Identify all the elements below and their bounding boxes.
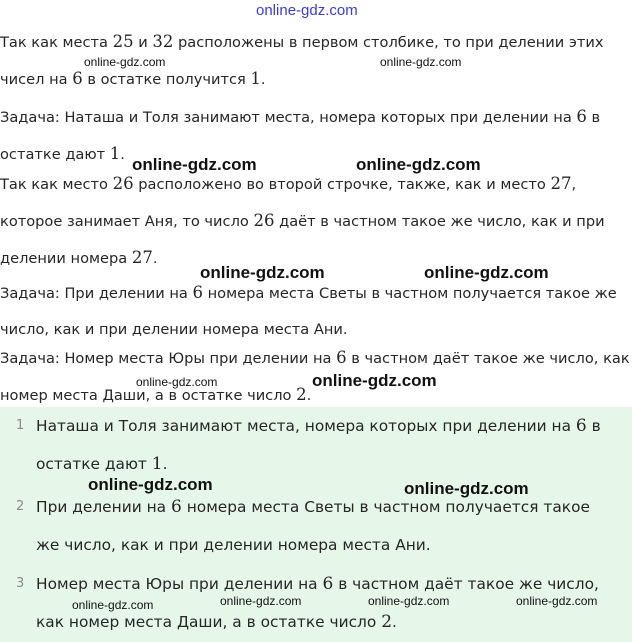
math-number: 26 xyxy=(253,211,275,230)
text-run: . xyxy=(306,387,312,404)
text-run: как номер места Даши, а в остатке число xyxy=(36,613,382,631)
paragraph-4 xyxy=(0,275,632,348)
text-run: Так как места xyxy=(0,34,113,51)
text-run: и xyxy=(133,34,153,51)
watermark: online-gdz.com xyxy=(88,475,213,494)
watermark: online-gdz.com xyxy=(220,594,302,608)
text-run: в остатке получится xyxy=(82,71,251,88)
text-run: номера места Светы в частном получается такое же xyxy=(202,285,617,302)
watermark: online-gdz.com xyxy=(72,598,154,612)
text-run: чисел на xyxy=(0,71,73,88)
text-run: . xyxy=(120,146,125,163)
text-run: Наташа и Толя занимают места, номера которых при делении на xyxy=(36,417,576,435)
math-number: 26 xyxy=(112,174,134,193)
answer-text xyxy=(36,488,626,564)
watermark: online-gdz.com xyxy=(312,371,437,390)
math-number: 6 xyxy=(322,574,334,594)
text-run: Номер места Юры при делении на xyxy=(36,575,323,593)
answer-text xyxy=(36,407,626,483)
watermark: online-gdz.com xyxy=(132,155,257,174)
text-run: номера места Светы в частном получается такое xyxy=(181,498,590,516)
watermark: online-gdz.com xyxy=(424,263,549,282)
math-number: 6 xyxy=(575,416,587,436)
text-run: . xyxy=(162,455,168,473)
math-number: 6 xyxy=(192,283,203,302)
math-number: 27 xyxy=(550,174,572,193)
text-run: число, как и при делении номера места Ани. xyxy=(0,321,348,338)
text-run: в частном даёт такое же число, xyxy=(333,575,599,593)
math-number: 1 xyxy=(250,69,261,88)
math-number: 25 xyxy=(112,32,134,51)
text-run: же число, как и при делении номера места Ани. xyxy=(36,536,431,554)
text-run: , xyxy=(571,176,577,193)
math-number: 2 xyxy=(381,612,393,632)
text-run: даёт в частном такое же число, как и при xyxy=(274,213,605,230)
text-run: в xyxy=(586,417,601,435)
watermark: online-gdz.com xyxy=(84,55,166,69)
answer-number: 1 xyxy=(16,418,25,433)
watermark-top: online-gdz.com xyxy=(256,2,358,19)
text-run: расположены в первом столбике, то при делении этих xyxy=(173,34,604,51)
answer-number: 2 xyxy=(16,499,25,514)
text-run: остатке дают xyxy=(0,146,110,163)
text-run: . xyxy=(152,250,158,267)
math-number: 1 xyxy=(109,144,121,163)
text-run: Задача: При делении на xyxy=(0,285,193,302)
math-number: 6 xyxy=(576,107,587,126)
text-run: расположено во второй строчке, также, как и место xyxy=(133,176,551,193)
text-run: остатке дают xyxy=(36,455,152,473)
text-run: Задача: Номер места Юры при делении на xyxy=(0,350,337,367)
math-number: 32 xyxy=(152,32,174,51)
watermark: online-gdz.com xyxy=(516,594,598,608)
watermark: online-gdz.com xyxy=(200,263,325,282)
watermark: online-gdz.com xyxy=(368,594,450,608)
math-number: 6 xyxy=(336,348,347,367)
math-number: 27 xyxy=(131,248,153,267)
text-run: При делении на xyxy=(36,498,171,516)
text-run: в частном даёт такое же число, как xyxy=(346,350,630,367)
text-run: Так как место xyxy=(0,176,113,193)
watermark: online-gdz.com xyxy=(136,375,218,389)
text-run: которое занимает Аня, то число xyxy=(0,213,254,230)
paragraph-3 xyxy=(0,166,632,277)
text-run: в xyxy=(586,109,601,126)
watermark: online-gdz.com xyxy=(356,155,481,174)
math-number: 1 xyxy=(151,454,163,474)
watermark: online-gdz.com xyxy=(404,479,529,498)
text-run: делении номера xyxy=(0,250,132,267)
math-number: 2 xyxy=(296,385,307,404)
paragraph-2 xyxy=(0,99,632,173)
text-run: . xyxy=(260,71,266,88)
text-run: номер места Даши, а в остатке число xyxy=(0,387,297,404)
math-number: 6 xyxy=(72,69,83,88)
text-run: Задача: Наташа и Толя занимают места, номера которых при делении на xyxy=(0,109,577,126)
math-number: 6 xyxy=(171,497,182,517)
answer-number: 3 xyxy=(16,576,25,591)
watermark: online-gdz.com xyxy=(380,55,462,69)
text-run: . xyxy=(392,613,397,631)
